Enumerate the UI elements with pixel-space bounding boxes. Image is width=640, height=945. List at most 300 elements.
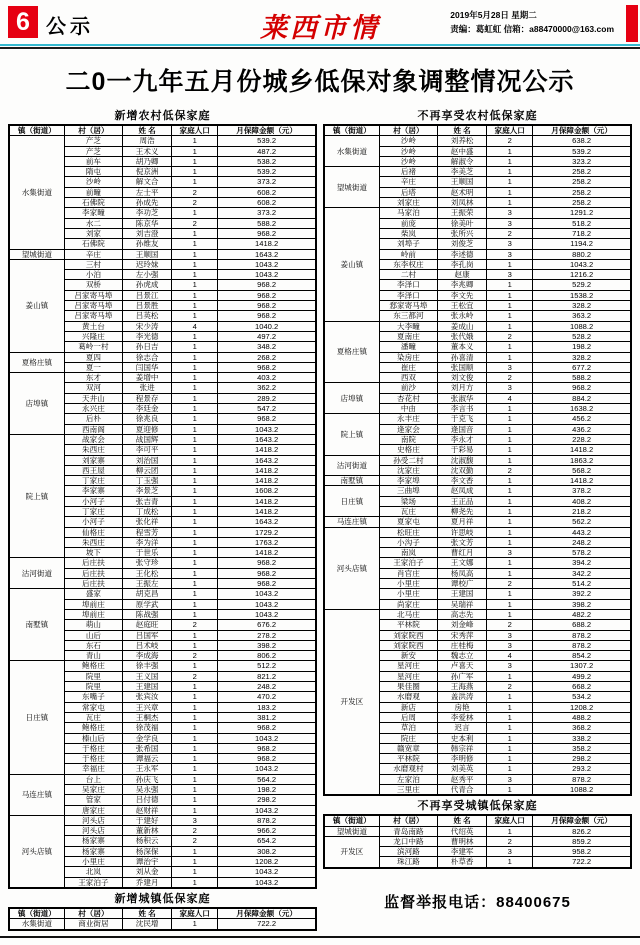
table-cell: 山后 [64, 630, 122, 640]
table-cell: 王永军 [123, 764, 172, 774]
table-cell: 青岛南路 [379, 826, 437, 836]
table-header-row [324, 815, 631, 826]
table-cell: 1 [487, 496, 533, 506]
table-cell: 1418.2 [218, 239, 316, 249]
table-cell: 1 [487, 723, 533, 733]
date-line: 2019年5月28日 星期二 [450, 10, 537, 20]
table-cell: 1 [487, 692, 533, 702]
column-header: 家庭人口 [172, 908, 218, 919]
table-cell: 4 [487, 393, 533, 403]
table-cell: 院里 [64, 671, 122, 681]
table-cell: 于格庄 [64, 754, 122, 764]
table-cell: 松旺庄 [379, 527, 437, 537]
table-row [9, 259, 316, 269]
table-cell: 3 [487, 548, 533, 558]
table-cell: 358.2 [533, 743, 631, 753]
column-header: 村（居） [379, 125, 437, 136]
table-cell: 谭校广 [438, 579, 487, 589]
table-cell: 1043.2 [218, 589, 316, 599]
table-cell: 968.2 [218, 558, 316, 568]
table-cell: 1418.2 [218, 548, 316, 558]
table-row [324, 208, 631, 218]
table-cell: 323.2 [533, 156, 631, 166]
table-cell: 1 [172, 249, 218, 259]
table-cell: 3 [487, 239, 533, 249]
table-cell: 小沟子 [379, 537, 437, 547]
table-cell: 1 [172, 342, 218, 352]
table-cell: 宋秀萍 [438, 630, 487, 640]
table-cell: 孙喜清 [438, 352, 487, 362]
table-cell: 1 [172, 661, 218, 671]
table-cell: 878.2 [533, 630, 631, 640]
table-cell: 1 [172, 373, 218, 383]
table-cell: 1 [487, 321, 533, 331]
table-cell: 1043.2 [218, 609, 316, 619]
table-cell: 星河庄 [379, 661, 437, 671]
table-cell: 1 [487, 517, 533, 527]
table-cell: 968.2 [218, 311, 316, 321]
table-cell: 880.2 [533, 249, 631, 259]
table-cell: 1 [487, 177, 533, 187]
table-cell: 西南阁 [64, 424, 122, 434]
table-cell: 张希国 [123, 743, 172, 753]
table-cell: 1 [487, 733, 533, 743]
table-cell: 宋少涛 [123, 321, 172, 331]
table-cell: 1 [172, 156, 218, 166]
table-cell: 1418.2 [218, 465, 316, 475]
table-cell: 张代娥 [438, 331, 487, 341]
table-cell: 平林院 [379, 620, 437, 630]
town-cell: 店埠镇 [324, 383, 379, 414]
table-cell: 丁家庄 [64, 476, 122, 486]
table-cell: 王术义 [123, 146, 172, 156]
table-cell: 双河 [64, 383, 122, 393]
table-cell: 隋屯 [64, 167, 122, 177]
town-cell: 店埠镇 [9, 373, 64, 435]
table-cell: 乔建月 [123, 877, 172, 888]
table-cell: 梁场 [379, 496, 437, 506]
table-cell: 吕术岐 [123, 640, 172, 650]
table-cell: 三曲埠 [379, 486, 437, 496]
table-cell: 李明修 [438, 754, 487, 764]
table-cell: 李兆卿 [438, 280, 487, 290]
table-cell: 史格庄 [379, 445, 437, 455]
table-cell: 1 [487, 785, 533, 796]
table-cell: 孙日吉 [123, 342, 172, 352]
column-header: 镇（街道） [324, 815, 379, 826]
table-cell: 岭前 [379, 249, 437, 259]
column-header: 月保障金额（元） [533, 815, 631, 826]
column-header: 村（居） [64, 125, 122, 136]
table-cell: 1608.2 [218, 486, 316, 496]
table-cell: 王松宜 [438, 301, 487, 311]
table-cell: 1 [487, 486, 533, 496]
table-cell: 968.2 [218, 568, 316, 578]
table-cell: 吴家庄 [64, 785, 122, 795]
report-hotline: 监督举报电话：88400675 [384, 893, 571, 911]
table-cell: 赵秀平 [438, 774, 487, 784]
page-number-badge: 6 [8, 6, 38, 38]
table-cell: 497.2 [218, 331, 316, 341]
table-cell: 308.2 [218, 846, 316, 856]
table-cell: 朱西庄 [64, 537, 122, 547]
new-rural-table [8, 124, 317, 889]
table-cell: 庄桂梅 [438, 640, 487, 650]
town-cell: 马连庄镇 [324, 517, 379, 527]
table-cell: 东石 [64, 640, 122, 650]
table-cell: 三村 [64, 259, 122, 269]
table-cell: 西王屋 [64, 465, 122, 475]
table-cell: 李孔岗 [438, 259, 487, 269]
table-cell: 龙口中路 [379, 836, 437, 846]
table-cell: 1043.2 [218, 877, 316, 888]
table-cell: 小里庄 [64, 857, 122, 867]
table-cell: 徐丰强 [123, 661, 172, 671]
table-cell: 1194.2 [533, 239, 631, 249]
table-cell: 1 [487, 609, 533, 619]
table-cell: 李美芝 [438, 167, 487, 177]
table-cell: 夏四 [64, 352, 122, 362]
table-cell: 1 [172, 857, 218, 867]
table-cell: 1 [487, 259, 533, 269]
table-cell: 1 [172, 301, 218, 311]
table-cell: 1 [487, 743, 533, 753]
table-cell: 528.2 [533, 331, 631, 341]
table-cell: 4 [487, 651, 533, 661]
table-cell: 1208.2 [533, 702, 631, 712]
table-cell: 722.2 [533, 857, 631, 868]
table-row [9, 919, 316, 930]
town-cell: 沽河街道 [324, 455, 379, 476]
table-cell: 394.2 [533, 558, 631, 568]
table-cell: 前车 [64, 156, 122, 166]
table-cell: 1 [172, 692, 218, 702]
table-cell: 499.2 [533, 671, 631, 681]
table-cell: 孙庆飞 [123, 774, 172, 784]
table-cell: 2 [172, 651, 218, 661]
table-cell: 埠前庄 [64, 599, 122, 609]
table-cell: 958.2 [533, 847, 631, 857]
table-cell: 小里庄 [379, 589, 437, 599]
table-cell: 董新林 [123, 826, 172, 836]
table-cell: 滨河路 [379, 847, 437, 857]
table-cell: 双桥 [64, 280, 122, 290]
table-cell: 1 [172, 455, 218, 465]
table-cell: 821.2 [218, 671, 316, 681]
table-cell: 张守珍 [123, 558, 172, 568]
table-cell: 1 [487, 537, 533, 547]
table-cell: 1643.2 [218, 517, 316, 527]
table-cell: 星河庄 [379, 671, 437, 681]
table-cell: 院里 [64, 682, 122, 692]
column-header: 家庭人口 [487, 125, 533, 136]
table-cell: 潘疃 [379, 342, 437, 352]
table-cell: 1 [487, 301, 533, 311]
table-cell: 1 [172, 445, 218, 455]
table-cell: 张吉青 [123, 496, 172, 506]
table-cell: 沈家庄 [379, 465, 437, 475]
table-cell: 吕景江 [123, 290, 172, 300]
table-cell: 于克飞 [438, 414, 487, 424]
table-cell: 258.2 [533, 167, 631, 177]
table-cell: 小河子 [64, 496, 122, 506]
table-cell: 张永岭 [438, 311, 487, 321]
table-cell: 1 [172, 723, 218, 733]
table-cell: 王家泊子 [64, 877, 122, 888]
table-cell: 后塔 [379, 187, 437, 197]
table-cell: 李成海 [123, 651, 172, 661]
table-cell: 水二 [64, 218, 122, 228]
table-cell: 杨家寨 [64, 846, 122, 856]
table-row [324, 383, 631, 393]
table-cell: 1 [172, 579, 218, 589]
table-cell: 1 [172, 404, 218, 414]
table-cell: 永丰庄 [379, 414, 437, 424]
table-cell: 杨家寨 [64, 836, 122, 846]
table-cell: 403.2 [218, 373, 316, 383]
table-cell: 826.2 [533, 826, 631, 836]
table-cell: 3 [487, 661, 533, 671]
table-cell: 王正品 [438, 496, 487, 506]
table-cell: 李光德 [123, 331, 172, 341]
table-cell: 战家会 [64, 434, 122, 444]
table-cell: 沙岭 [379, 156, 437, 166]
table-cell: 2 [487, 373, 533, 383]
table-cell: 392.2 [533, 589, 631, 599]
header-meta [450, 8, 614, 37]
table-cell: 徐茂福 [123, 723, 172, 733]
table-cell: 2 [487, 579, 533, 589]
table-cell: 曹红月 [438, 548, 487, 558]
table-cell: 968.2 [218, 579, 316, 589]
table-row [324, 609, 631, 619]
red-edge-bar [626, 5, 638, 42]
table-cell: 3 [172, 815, 218, 825]
table-cell: 萌山 [64, 620, 122, 630]
table-cell: 管家 [64, 795, 122, 805]
table-cell: 唐家庄 [64, 805, 122, 815]
table-cell: 806.2 [218, 651, 316, 661]
table-cell: 1 [487, 712, 533, 722]
table-cell: 1 [172, 527, 218, 537]
table-cell: 1043.2 [218, 424, 316, 434]
table-cell: 杨深保 [123, 846, 172, 856]
table-cell: 倪京洲 [123, 167, 172, 177]
table-cell: 吕国军 [123, 630, 172, 640]
table-cell: 大李疃 [379, 321, 437, 331]
table-row [324, 476, 631, 486]
table-cell: 辛庄 [64, 249, 122, 259]
table-cell: 刘俊芝 [438, 239, 487, 249]
table-cell: 刘吉澄 [123, 228, 172, 238]
table-cell: 吕家寄马埠 [64, 290, 122, 300]
table-cell: 443.2 [533, 527, 631, 537]
table-cell: 赵术明 [438, 187, 487, 197]
table-cell: 534.2 [533, 692, 631, 702]
main-title: 二0一九年五月份城乡低保对象调整情况公示 [65, 68, 575, 96]
table-cell: 1418.2 [218, 476, 316, 486]
table-cell: 前疃 [64, 187, 122, 197]
table-cell: 鲍格庄 [64, 661, 122, 671]
table-cell: 456.2 [533, 414, 631, 424]
table-cell: 沈淑馥 [438, 455, 487, 465]
table-cell: 1 [172, 846, 218, 856]
table-cell: 1043.2 [218, 270, 316, 280]
table-cell: 1 [487, 527, 533, 537]
table-cell: 1418.2 [218, 445, 316, 455]
table-cell: 373.2 [218, 177, 316, 187]
table-cell: 547.2 [218, 404, 316, 414]
table-cell: 盖洪涛 [438, 692, 487, 702]
table-cell: 刘养松 [438, 136, 487, 146]
table-header-row [9, 908, 316, 919]
table-cell: 562.2 [533, 517, 631, 527]
table-cell: 丁家庄 [64, 506, 122, 516]
table-header-row [324, 125, 631, 136]
column-header: 姓 名 [123, 125, 172, 136]
table-cell: 1043.2 [218, 599, 316, 609]
table-cell: 514.2 [533, 579, 631, 589]
table-cell: 488.2 [533, 712, 631, 722]
table-cell: 原学武 [123, 599, 172, 609]
table-row [324, 167, 631, 177]
table-cell: 李可平 [123, 445, 172, 455]
table-cell: 程景存 [123, 393, 172, 403]
table-cell: 1 [172, 177, 218, 187]
town-cell: 河头店镇 [9, 815, 64, 888]
table-cell: 左家泊 [379, 774, 437, 784]
table-cell: 刘凤林 [438, 198, 487, 208]
table-cell: 1 [487, 764, 533, 774]
table-cell: 新店 [379, 702, 437, 712]
header-rule-dark [0, 47, 640, 49]
table-cell: 王顺国 [438, 177, 487, 187]
table-cell: 1 [172, 517, 218, 527]
table-caption: 不再享受城镇低保家庭 [417, 800, 538, 813]
table-cell: 坡下 [64, 548, 122, 558]
table-cell: 肖官庄 [379, 568, 437, 578]
table-cell: 338.2 [533, 733, 631, 743]
table-cell: 朴草香 [438, 857, 487, 868]
table-cell: 966.2 [218, 826, 316, 836]
table-cell: 578.2 [533, 548, 631, 558]
table-cell: 608.2 [218, 198, 316, 208]
table-cell: 1 [172, 568, 218, 578]
town-cell: 马连庄镇 [9, 774, 64, 815]
table-cell: 张化祥 [123, 517, 172, 527]
table-cell: 后褚 [379, 167, 437, 177]
table-cell: 1 [487, 352, 533, 362]
table-cell: 228.2 [533, 434, 631, 444]
table-cell: 常家屯 [64, 702, 122, 712]
newspaper-masthead: 莱西市情 [260, 13, 380, 44]
table-cell: 谭福云 [123, 754, 172, 764]
table-cell: 2 [487, 331, 533, 341]
table-cell: 538.2 [218, 156, 316, 166]
table-cell: 1 [487, 342, 533, 352]
table-cell: 王顺国 [123, 249, 172, 259]
table-cell: 赵康 [438, 270, 487, 280]
table-cell: 638.2 [533, 136, 631, 146]
table-cell: 4 [172, 321, 218, 331]
table-cell: 677.2 [533, 362, 631, 372]
town-cell: 水集街道 [324, 136, 379, 167]
table-cell: 1643.2 [218, 249, 316, 259]
table-row [324, 517, 631, 527]
table-row [324, 836, 631, 846]
table-cell: 3 [487, 270, 533, 280]
table-cell: 代青合 [438, 785, 487, 796]
table-cell: 1043.2 [533, 259, 631, 269]
table-cell: 石佛院 [64, 198, 122, 208]
table-cell: 1 [172, 259, 218, 269]
table-cell: 李述德 [438, 249, 487, 259]
table-cell: 吴永强 [123, 785, 172, 795]
table-cell: 张进 [123, 383, 172, 393]
table-cell: 沈民增 [123, 919, 172, 930]
table-cell: 1 [487, 434, 533, 444]
table-cell: 孙广军 [438, 671, 487, 681]
table-cell: 1 [487, 476, 533, 486]
table-row [324, 321, 631, 331]
table-cell: 于世乐 [123, 548, 172, 558]
table-cell: 512.2 [218, 661, 316, 671]
table-row [9, 774, 316, 784]
table-cell: 2 [487, 465, 533, 475]
table-cell: 于彩易 [438, 445, 487, 455]
table-cell: 孙虎成 [123, 280, 172, 290]
table-cell: 夏迎修 [123, 424, 172, 434]
table-cell: 李文香 [438, 476, 487, 486]
table-cell: 东嘴子 [64, 692, 122, 702]
table-cell: 程雪芳 [123, 527, 172, 537]
table-cell: 482.2 [533, 609, 631, 619]
table-cell: 1088.2 [533, 785, 631, 796]
table-cell: 1 [172, 476, 218, 486]
table-cell: 968.2 [218, 290, 316, 300]
table-row [324, 527, 631, 537]
table-cell: 1 [172, 743, 218, 753]
table-cell: 1 [172, 785, 218, 795]
table-cell: 1418.2 [533, 476, 631, 486]
table-cell: 张国顺 [438, 362, 487, 372]
table-cell: 3 [487, 640, 533, 650]
table-cell: 王建国 [438, 589, 487, 599]
page-header [0, 0, 640, 44]
table-cell: 王建国 [123, 682, 172, 692]
table-cell: 沙岭 [64, 177, 122, 187]
table-cell: 398.2 [218, 640, 316, 650]
table-cell: 1 [172, 589, 218, 599]
table-cell: 539.2 [218, 167, 316, 177]
table-cell: 永兴庄 [64, 404, 122, 414]
town-cell: 院上镇 [324, 414, 379, 455]
table-cell: 258.2 [533, 198, 631, 208]
table-cell: 1307.2 [533, 661, 631, 671]
table-cell: 1 [172, 795, 218, 805]
table-cell: 王桐杰 [123, 712, 172, 722]
table-cell: 378.2 [533, 486, 631, 496]
table-cell: 342.2 [533, 568, 631, 578]
table-cell: 1 [172, 414, 218, 424]
table-cell: 珠江路 [379, 857, 437, 868]
table-cell: 1040.2 [218, 321, 316, 331]
table-cell: 1 [172, 630, 218, 640]
table-cell: 董本义 [438, 342, 487, 352]
table-cell: 1 [172, 537, 218, 547]
table-cell: 周浩 [123, 136, 172, 146]
table-cell: 史本利 [438, 733, 487, 743]
